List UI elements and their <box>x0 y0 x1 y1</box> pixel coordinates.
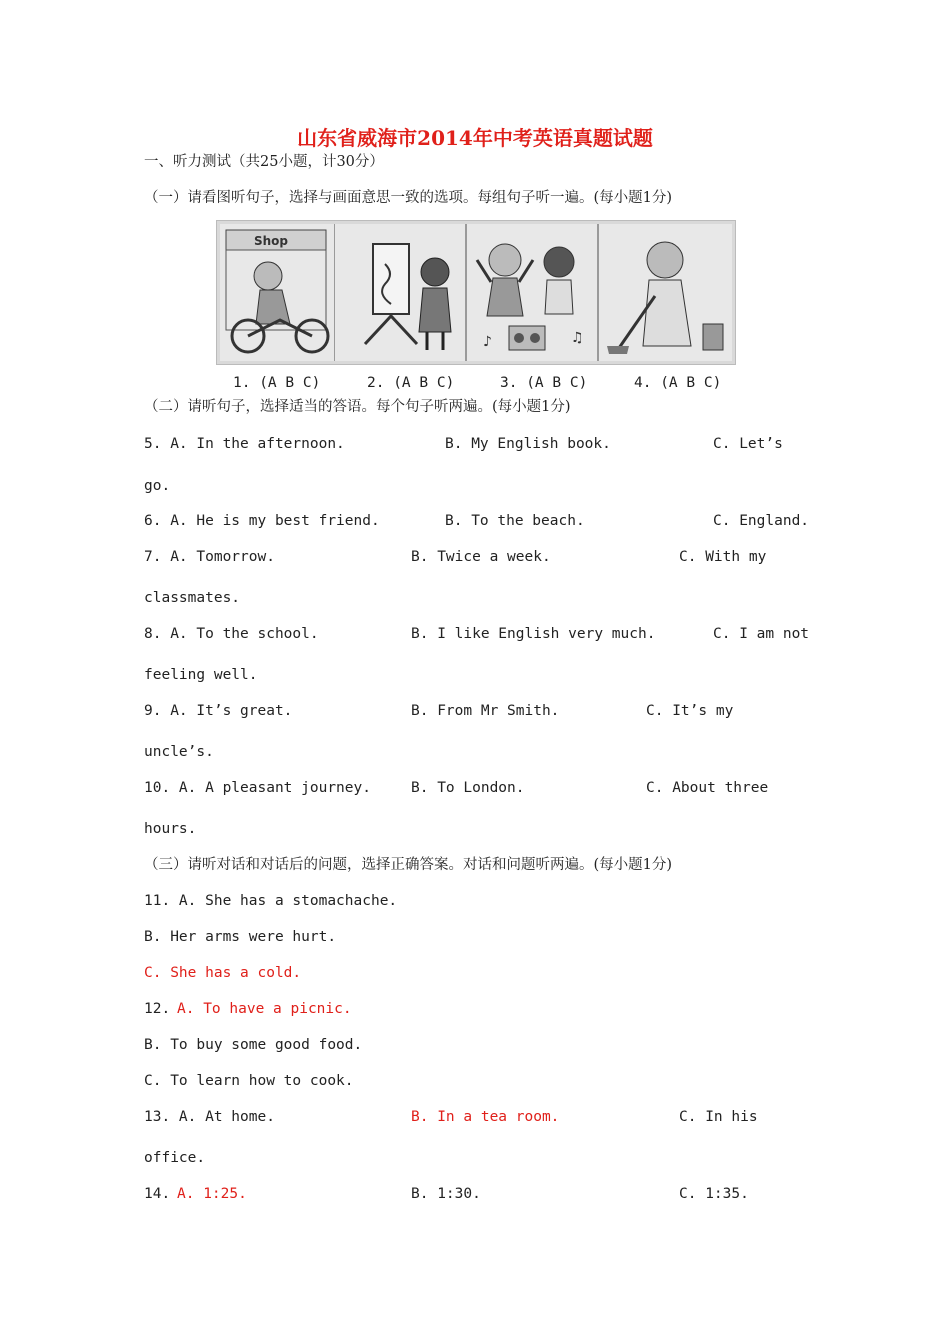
q10-option-b: B. To London. <box>411 780 525 796</box>
picture-option-4: 4. (A B C) <box>634 375 722 391</box>
picture-option-2: 2. (A B C) <box>367 375 455 391</box>
q6-option-b: B. To the beach. <box>445 513 585 529</box>
picture-option-1: 1. (A B C) <box>233 375 321 391</box>
picture-3 <box>467 224 599 361</box>
section-heading: 一、听力测试（共25小题，计30分） <box>144 154 384 170</box>
q13-option-c-cont: office. <box>144 1150 206 1166</box>
q14-number: 14. <box>144 1186 171 1202</box>
q7-option-c-cont: classmates. <box>144 590 241 606</box>
picture-option-3: 3. (A B C) <box>500 375 588 391</box>
part-instructions: （二）请听句子，选择适当的答语。每个句子听两遍。(每小题1分) <box>144 399 571 415</box>
shop-sign: Shop <box>254 234 289 248</box>
q11-option-a: 11. A. She has a stomachache. <box>144 893 398 909</box>
q14-option-b: B. 1:30. <box>411 1186 481 1202</box>
q6-option-c: C. England. <box>713 513 810 529</box>
part-instructions: （三）请听对话和对话后的问题，选择正确答案。对话和问题听两遍。(每小题1分) <box>144 857 673 873</box>
q5-option-a: 5. A. In the afternoon. <box>144 436 345 452</box>
page-title: 山东省威海市2014年中考英语真题试题 <box>297 126 653 150</box>
svg-text:♪: ♪ <box>483 334 492 350</box>
q13-option-c: C. In his <box>679 1109 758 1125</box>
q11-option-b: B. Her arms were hurt. <box>144 929 337 945</box>
q9-option-a: 9. A. It’s great. <box>144 703 293 719</box>
q12-option-c: C. To learn how to cook. <box>144 1073 354 1089</box>
q9-option-c: C. It’s my <box>646 703 734 719</box>
q11-option-c-answer: C. She has a cold. <box>144 965 302 981</box>
q10-option-c: C. About three <box>646 780 769 796</box>
svg-text:♫: ♫ <box>571 330 584 346</box>
q7-option-a: 7. A. Tomorrow. <box>144 549 275 565</box>
q14-option-a-answer: A. 1:25. <box>177 1186 247 1202</box>
q7-option-b: B. Twice a week. <box>411 549 551 565</box>
q7-option-c: C. With my <box>679 549 767 565</box>
part-instructions: （一）请看图听句子，选择与画面意思一致的选项。每组句子听一遍。(每小题1分) <box>144 190 673 206</box>
picture-4 <box>599 224 732 361</box>
q14-option-c: C. 1:35. <box>679 1186 749 1202</box>
q13-option-a: 13. A. At home. <box>144 1109 275 1125</box>
q12-number: 12. <box>144 1001 171 1017</box>
q8-option-c: C. I am not <box>713 626 810 642</box>
q8-option-b: B. I like English very much. <box>411 626 656 642</box>
q12-option-a-answer: A. To have a picnic. <box>177 1001 352 1017</box>
q12-option-b: B. To buy some good food. <box>144 1037 363 1053</box>
q8-option-a: 8. A. To the school. <box>144 626 319 642</box>
picture-strip <box>216 220 736 365</box>
q10-option-c-cont: hours. <box>144 821 197 837</box>
q5-option-c-cont: go. <box>144 478 171 494</box>
q9-option-b: B. From Mr Smith. <box>411 703 560 719</box>
q6-option-a: 6. A. He is my best friend. <box>144 513 380 529</box>
picture-1 <box>220 224 336 361</box>
q10-option-a: 10. A. A pleasant journey. <box>144 780 371 796</box>
q5-option-c: C. Let’s <box>713 436 783 452</box>
picture-2 <box>335 224 467 361</box>
q8-option-c-cont: feeling well. <box>144 667 258 683</box>
q9-option-c-cont: uncle’s. <box>144 744 214 760</box>
q13-option-b-answer: B. In a tea room. <box>411 1109 560 1125</box>
q5-option-b: B. My English book. <box>445 436 611 452</box>
